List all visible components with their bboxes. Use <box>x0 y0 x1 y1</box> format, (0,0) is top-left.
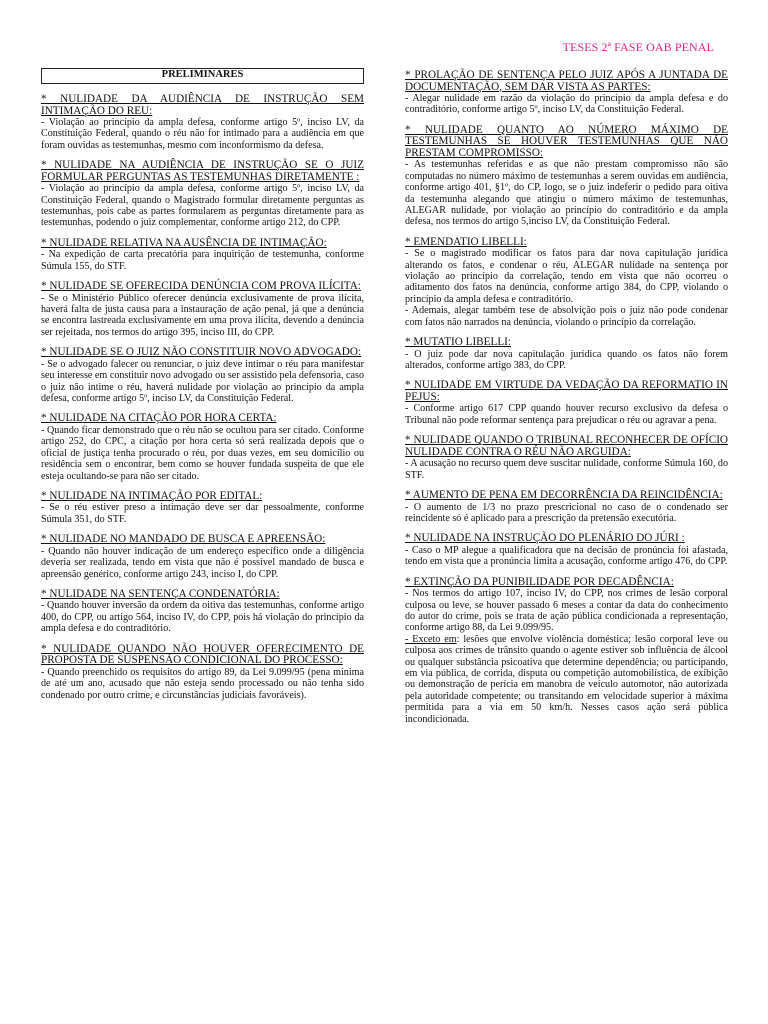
section-heading: * NULIDADE RELATIVA NA AUSÊNCIA DE INTIMAÇÃO: <box>41 236 327 249</box>
section-heading: * NULIDADE DA AUDIÊNCIA DE INSTRUÇÃO SEM INTIMAÇÃO DO REU: <box>41 93 364 117</box>
list-item <box>41 589 364 635</box>
section-body: - Violação ao princípio da ampla defesa, conforme artigo 5º, inciso LV, da Constituição Federal, quando o Magistrado formular diretamente perguntas as testemunhas, pois cabe as partes formularem as perguntas diretamente para as testemunhas, podendo o juiz complementar, conforme artigo 212, do CPP. <box>41 183 364 229</box>
list-item <box>405 70 728 116</box>
list-item <box>405 490 728 524</box>
list-item <box>41 160 364 229</box>
section-heading: * NULIDADE NA CITAÇÃO POR HORA CERTA: <box>41 412 277 425</box>
section-body: - A acusação no recurso quem deve suscitar nulidade, conforme Súmula 160, do STF. <box>405 458 728 481</box>
list-item <box>41 238 364 272</box>
section-heading: * NULIDADE NA INTIMAÇÃO POR EDITAL: <box>41 489 263 502</box>
section-body: - Violação ao princípio da ampla defesa, conforme artigo 5º, inciso LV, da Constituição Federal, quando o réu não for intimado para a audiência em que foram ouvidas as testemunhas, mesmo com inconformismo da defesa. <box>41 117 364 151</box>
section-body: - Conforme artigo 617 CPP quando houver recurso exclusivo da defesa o Tribunal não pode reformar sentença para prejudicar o réu ou agravar a pena. <box>405 403 728 426</box>
exception-label: - Exceto em <box>405 633 457 645</box>
document-header: TESES 2ª FASE OAB PENAL <box>562 40 714 54</box>
section-body: - Quando preenchido os requisitos do artigo 89, da Lei 9.099/95 (pena mínima de até um ano, acusado que não esteja sendo processado ou não tenha sido condenado por outro crime, e circunstâncias judiciais favoráveis). <box>41 666 364 701</box>
list-item <box>41 347 364 404</box>
exception-paragraph <box>405 634 728 725</box>
section-body: - Se o advogado falecer ou renunciar, o juiz deve intimar o réu para manifestar seu interesse em constituir novo advogado ou ser assistido pela defensoria, caso o juiz não intime o réu, haverá nulidade por violação ao princípio da ampla defesa, conforme artigo 5º, inciso LV, da Constituição Federal. <box>41 358 364 404</box>
list-item <box>41 281 364 338</box>
section-heading: * AUMENTO DE PENA EM DECORRÊNCIA DA REINCIDÊNCIA: <box>405 489 723 502</box>
section-heading: * NULIDADE NA AUDIÊNCIA DE INSTRUÇÃO SE O JUIZ FORMULAR PERGUNTAS AS TESTEMUNHAS DIRETAMENTE : <box>41 159 364 183</box>
exception-text: : lesões que envolve violência doméstica; lesão corporal leve ou culposa aos crimes de trânsito quando o agente estiver sob influência de álcool ou qualquer substância psicoativa que determine dependência; ou participando, em via pública, de corrida, disputa ou competição automobilística, de exibição ou demonstração de perícia em manobra de veículo automotor, não autorizada pela autoridade competente; ou transitando em velocidade superior à máxima permitida para a via em 50 km/h. Nesses casos ação será pública incondicionada. <box>405 633 729 725</box>
section-heading: * EXTINÇÃO DA PUNIBILIDADE POR DECADÊNCIA: <box>405 575 674 588</box>
section-heading: * NULIDADE QUANDO NÃO HOUVER OFERECIMENTO DE PROPOSTA DE SUSPENSÃO CONDICIONAL DO PROCESSO: <box>41 642 364 667</box>
section-heading: * NULIDADE NA SENTENÇA CONDENATÓRIA: <box>41 587 280 600</box>
section-body: - Se o réu estiver preso a intimação deve ser dar pessoalmente, conforme Súmula 351, do STF. <box>41 502 364 525</box>
section-heading: * NULIDADE EM VIRTUDE DA VEDAÇÃO DA REFORMATIO IN PEJUS: <box>405 379 728 403</box>
section-heading: * NULIDADE NA INSTRUÇÃO DO PLENÁRIO DO JÚRI : <box>405 532 685 545</box>
section-body: - Caso o MP alegue a qualificadora que na decisão de pronúncia foi afastada, tendo em vista que a pronúncia limita a acusação, conforme artigo 476, do CPP. <box>405 544 728 568</box>
section-heading: * NULIDADE QUANDO O TRIBUNAL RECONHECER DE OFÍCIO NULIDADE CONTRA O RÉU NÃO ARGUIDA: <box>405 434 728 458</box>
list-item <box>41 94 364 151</box>
section-box-title: PRELIMINARES <box>41 68 364 84</box>
section-body: - Se o magistrado modificar os fatos para dar nova capitulação jurídica alterando os fatos, e condenar o réu, ALEGAR nulidade na sentença por violação ao princípio da correlação, tendo em vista que não ocorreu o aditamento dos fatos na denúncia, conforme artigo 384, do CPP, violando o princípio da ampla defesa e contraditório. <box>405 248 728 305</box>
list-item <box>405 380 728 426</box>
section-body: - Se o Ministério Público oferecer denúncia exclusivamente de prova ilícita, haverá falta de justa causa para a instauração de ação penal, já que a denúncia se encontra lastreada exclusivamente em uma prova ilícita, devendo a denúncia ser rejeitada, nos termos do artigo 395, inciso III, do CPP. <box>41 292 364 338</box>
section-heading: * NULIDADE SE OFERECIDA DENÚNCIA COM PROVA ILÍCITA: <box>41 280 361 293</box>
list-item <box>41 413 364 482</box>
section-heading: * NULIDADE SE O JUIZ NÃO CONSTITUIR NOVO ADVOGADO: <box>41 346 362 359</box>
section-heading: * NULIDADE NO MANDADO DE BUSCA E APREENSÃO: <box>41 533 326 546</box>
list-item <box>41 491 364 525</box>
list-item <box>405 533 728 567</box>
section-body: - Quando houver inversão da ordem da oitiva das testemunhas, conforme artigo 400, do CPP, ou artigo 564, inciso IV, do CPP, pois há violação do princípio da ampla defesa e do contraditório. <box>41 600 364 635</box>
section-body: - O aumento de 1/3 no prazo prescricional no caso de o condenado ser reincidente só é aplicado para a prescrição da pretensão executória. <box>405 501 728 524</box>
section-body: - Nos termos do artigo 107, inciso IV, do CPP, nos crimes de lesão corporal culposa ou leve, se houver passado 6 meses a contar da data do conhecimento do autor do crime, pois se trata de ação pública condicionada a representação, conforme artigo 88, da Lei 9.099/95. <box>405 588 728 634</box>
list-item <box>41 534 364 580</box>
list-item <box>405 125 728 228</box>
section-body: - Quando ficar demonstrado que o réu não se ocultou para ser citado. Conforme artigo 252, do CPC, a citação por hora certa só será realizada depois que o oficial de justiça tenha procurado o réu, por duas vezes, em seu domicílio ou residência sem o encontrar, bem como se houver fundada suspeita de que ele esteja ocultando-se para não ser citado. <box>41 424 364 482</box>
list-item <box>405 237 728 328</box>
right-column <box>405 70 728 734</box>
section-body: - Alegar nulidade em razão da violação do princípio da ampla defesa e do contraditório, conforme artigo 5º, inciso LV, da Constituição Federal. <box>405 93 728 116</box>
section-body: - O juiz pode dar nova capitulação jurídica quando os fatos não forem alterados, conforme artigo 383, do CPP. <box>405 348 728 371</box>
section-heading: * EMENDATIO LIBELLI: <box>405 235 527 248</box>
list-item <box>405 435 728 481</box>
left-column <box>41 68 364 710</box>
list-item <box>405 337 728 371</box>
list-item <box>41 644 364 701</box>
section-body: - Na expedição de carta precatória para inquirição de testemunha, conforme Súmula 155, do STF. <box>41 249 364 272</box>
section-body-extra: - Ademais, alegar também tese de absolvição pois o juiz não pode condenar com fatos não narrados na denúncia, violando o princípio da correlação. <box>405 305 728 328</box>
section-heading: * NULIDADE QUANTO AO NÚMERO MÁXIMO DE TESTEMUNHAS SE HOUVER TESTEMUNHAS QUE NÃO PRESTAM COMPROMISSO: <box>405 123 728 159</box>
section-body: - As testemunhas referidas e as que não prestam compromisso não são computadas no número máximo de testemunhas a serem ouvidas em audiência, conforme artigo 401, §1º, do CP, logo, se o juiz indeferir o pedido para oitiva da testemunha alegando que atingiu o número máximo de testemunhas, ALEGAR nulidade, por violação ao princípio do contraditório e da ampla defesa, nos termos do artigo 5,inciso LV, da Constituição Federal. <box>405 159 728 228</box>
section-heading: * MUTATIO LIBELLI: <box>405 336 511 349</box>
section-body: - Quando não houver indicação de um endereço específico onde a diligência deveria ser realizada, tendo em vista que não é possível mandado de busca e apreensão genérico, conforme artigo 243, inciso I, do CPP. <box>41 545 364 580</box>
list-item <box>405 577 728 725</box>
section-heading: * PROLAÇÃO DE SENTENÇA PELO JUIZ APÓS A JUNTADA DE DOCUMENTAÇÃO, SEM DAR VISTA AS PARTES: <box>405 69 728 93</box>
